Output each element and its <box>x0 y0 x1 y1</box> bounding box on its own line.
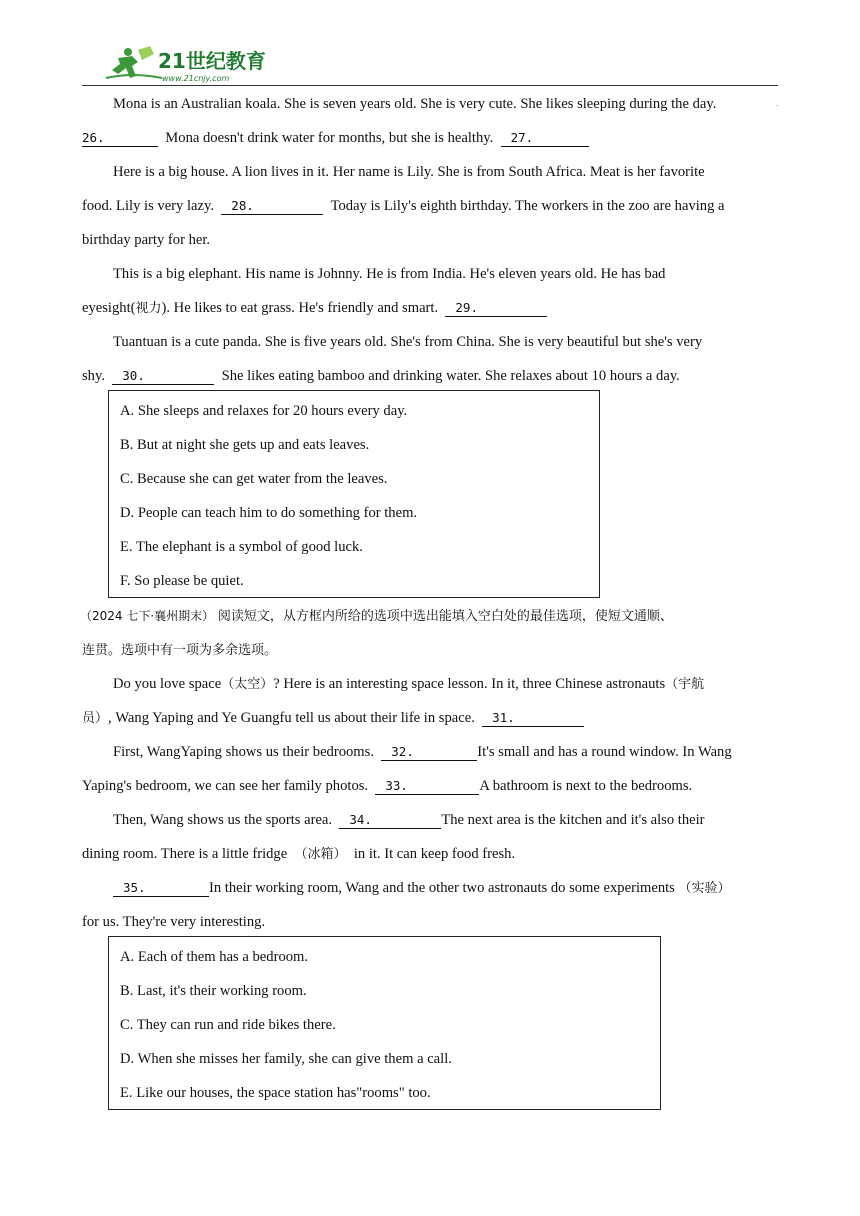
logo-wordmark: 21世纪教育 <box>158 49 266 73</box>
option-item: E. The elephant is a symbol of good luck. <box>120 539 363 555</box>
text: food. Lily is very lazy. <box>82 198 214 214</box>
text: Mona is an Australian koala. She is seven years old. She is very cute. She likes sleeping during the day. <box>113 96 717 112</box>
option-item: B. Last, it's their working room. <box>120 983 307 999</box>
runner-icon <box>106 46 162 78</box>
text: Today is Lily's eighth birthday. The workers in the zoo are having a <box>330 198 725 214</box>
passage1-line <box>82 332 813 352</box>
text: ). He likes to eat grass. He's friendly and smart. <box>161 300 439 316</box>
passage2-line <box>82 844 782 865</box>
text: Yaping's bedroom, we can see her family photos. <box>82 778 369 794</box>
text-cn: （冰箱） <box>294 847 347 862</box>
option-item: F. So please be quiet. <box>120 573 244 589</box>
edge-mark: . <box>776 98 779 109</box>
passage2-line <box>82 912 782 932</box>
options-box-1 <box>108 390 600 598</box>
option-item: D. People can teach him to do something for them. <box>120 505 418 521</box>
text: She likes eating bamboo and drinking water. She relaxes about 10 hours a day. <box>221 368 680 384</box>
page-header <box>100 40 780 86</box>
logo-url: www.21cnjy.com <box>162 74 230 83</box>
passage1-line <box>82 230 782 250</box>
text: In their working room, Wang and the other two astronauts do some experiments <box>209 880 675 896</box>
option-item: C. They can run and ride bikes there. <box>120 1017 336 1033</box>
option-item: B. But at night she gets up and eats leaves. <box>120 437 370 453</box>
text: Tuantuan is a cute panda. She is five years old. She's from China. She is very beautiful but she's very <box>113 334 703 350</box>
passage2-line <box>82 776 782 796</box>
passage1-line <box>82 298 782 319</box>
passage1-line <box>82 366 782 386</box>
text: The next area is the kitchen and it's also their <box>441 812 705 828</box>
passage1-line <box>82 94 813 114</box>
logo-21cnjy <box>102 44 272 84</box>
passage2-line <box>82 742 813 762</box>
blank-35[interactable]: 35. <box>113 880 209 897</box>
blank-32[interactable]: 32. <box>381 744 477 761</box>
text: dining room. There is a little fridge <box>82 846 288 862</box>
text: ? Here is an interesting space lesson. In it, three Chinese astronauts <box>273 676 666 692</box>
passage1-line <box>82 196 782 216</box>
text: Do you love space <box>113 676 222 692</box>
passage2-line <box>82 674 813 695</box>
passage2-line <box>82 878 813 899</box>
text-cn: 员） <box>82 711 109 726</box>
blank-30[interactable]: 30. <box>112 368 214 385</box>
text: birthday party for her. <box>82 232 211 248</box>
text: It's small and has a round window. In Wang <box>477 744 732 760</box>
options-box-2 <box>108 936 661 1110</box>
text: Then, Wang shows us the sports area. <box>113 812 333 828</box>
text: A bathroom is next to the bedrooms. <box>479 778 693 794</box>
text: This is a big elephant. His name is Johnny. He is from India. He's eleven years old. He has bad <box>113 266 666 282</box>
option-item: C. Because she can get water from the leaves. <box>120 471 388 487</box>
option-item: A. She sleeps and relaxes for 20 hours every day. <box>120 403 408 419</box>
text: in it. It can keep food fresh. <box>353 846 516 862</box>
text-cn: （太空） <box>221 677 274 692</box>
blank-29[interactable]: 29. <box>445 300 547 317</box>
blank-31[interactable]: 31. <box>482 710 584 727</box>
text-cn: （宇航 <box>665 677 705 692</box>
blank-26[interactable]: 26. <box>82 130 158 147</box>
text: shy. <box>82 368 105 384</box>
blank-34[interactable]: 34. <box>339 812 441 829</box>
passage2-line <box>82 708 782 729</box>
text: First, WangYaping shows us their bedrooms. <box>113 744 374 760</box>
instruction-line <box>80 606 790 627</box>
instruction-text: 阅读短文，从方框内所给的选项中选出能填入空白处的最佳选项，使短文通顺、 <box>217 609 673 624</box>
text: Mona doesn't drink water for months, but she is healthy. <box>165 130 494 146</box>
blank-33[interactable]: 33. <box>375 778 479 795</box>
text: eyesight( <box>82 300 136 316</box>
instruction-line <box>82 640 782 661</box>
header-rule <box>82 85 778 86</box>
option-item: D. When she misses her family, she can give them a call. <box>120 1051 452 1067</box>
option-item: A. Each of them has a bedroom. <box>120 949 309 965</box>
option-item: E. Like our houses, the space station has"rooms" too. <box>120 1085 431 1101</box>
text-cn: 视力 <box>135 301 162 316</box>
source-tag: （2024 七下·襄州期末） <box>80 609 215 623</box>
text: for us. They're very interesting. <box>82 914 266 930</box>
text: Here is a big house. A lion lives in it. Her name is Lily. She is from South Africa. Meat is her favorite <box>113 164 705 180</box>
passage1-line <box>82 162 813 182</box>
blank-27[interactable]: 27. <box>501 130 589 147</box>
passage1-line <box>82 128 782 148</box>
passage2-line <box>82 810 813 830</box>
text: , Wang Yaping and Ye Guangfu tell us about their life in space. <box>108 710 475 726</box>
blank-28[interactable]: 28. <box>221 198 323 215</box>
passage1-line <box>82 264 813 284</box>
instruction-text: 连贯。选项中有一项为多余选项。 <box>82 643 278 658</box>
text-cn: （实验） <box>678 881 731 896</box>
